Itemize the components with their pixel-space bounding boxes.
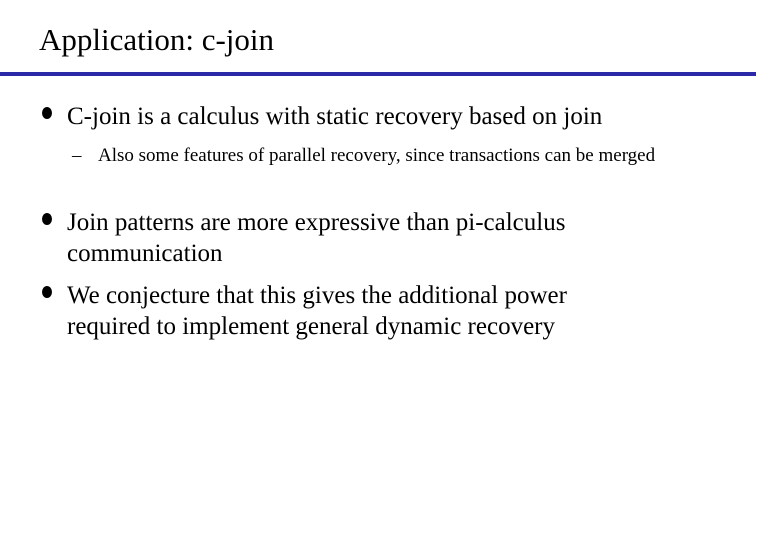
bullet-dot-icon xyxy=(28,107,66,124)
title-divider xyxy=(0,72,756,76)
sub-bullet-text: Also some features of parallel recovery, since transactions can be merged xyxy=(98,145,656,166)
bullet-item xyxy=(28,207,728,271)
dash-bullet-icon: – xyxy=(72,145,82,166)
bullet-dot-icon xyxy=(28,213,66,230)
bullet-item xyxy=(28,280,728,344)
bullet-text: We conjecture that this gives the additional power required to implement general dynamic recovery xyxy=(67,282,567,340)
bullet-text: Join patterns are more expressive than pi-calculus communication xyxy=(67,209,566,267)
bullet-text: C-join is a calculus with static recovery based on join xyxy=(67,103,603,130)
sub-bullet-item xyxy=(72,143,732,197)
slide-title: Application: c-join xyxy=(39,22,275,57)
bullet-dot-icon xyxy=(28,286,66,303)
bullet-item xyxy=(28,101,728,133)
